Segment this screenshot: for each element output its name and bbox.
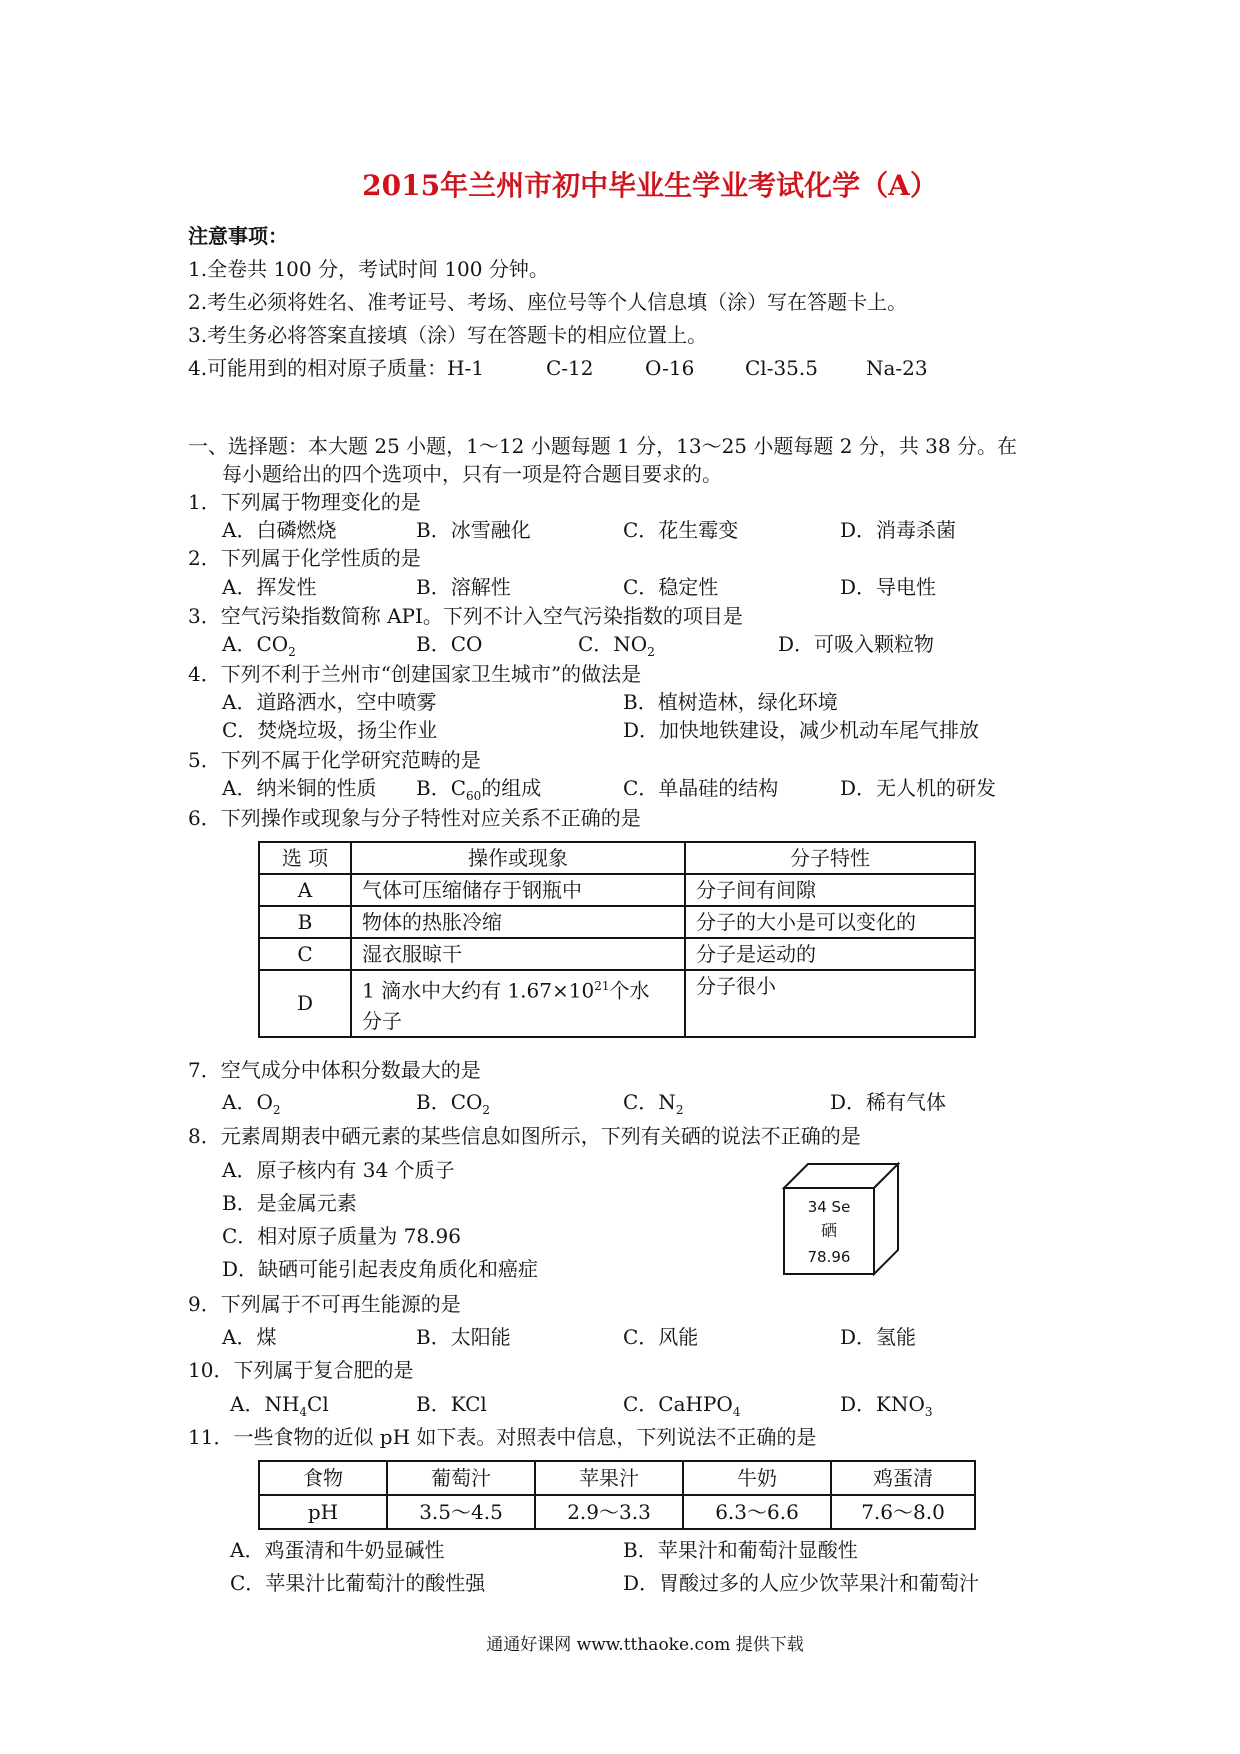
option-d: D．导电性	[840, 575, 937, 599]
table-header: 操作或现象	[351, 842, 685, 874]
option-d: D．无人机的研发	[840, 776, 997, 800]
question-stem: 3．空气污染指数简称 API。下列不计入空气污染指数的项目是	[188, 604, 743, 628]
notice-item: 3.考生务必将答案直接填（涂）写在答题卡的相应位置上。	[188, 323, 708, 347]
table-cell: 7.6～8.0	[831, 1495, 975, 1529]
section-heading: 一、选择题：本大题 25 小题，1～12 小题每题 1 分，13～25 小题每题 2 分，共 38 分。在	[188, 434, 1017, 458]
option-c: C．单晶硅的结构	[623, 776, 779, 800]
table-cell: 2.9～3.3	[535, 1495, 683, 1529]
option-c: C．焚烧垃圾，扬尘作业	[222, 718, 438, 742]
mass-sodium: Na-23	[866, 356, 928, 380]
table-row	[259, 874, 975, 906]
question-options	[0, 1569, 1240, 1597]
question-options	[0, 573, 1240, 601]
option-b: B．太阳能	[416, 1325, 511, 1349]
molecule-table	[258, 841, 976, 1038]
question-stem: 5．下列不属于化学研究范畴的是	[188, 748, 481, 772]
option-b: B．KCl	[416, 1392, 487, 1416]
option-d: D．缺硒可能引起表皮角质化和癌症	[222, 1257, 539, 1281]
option-b: B．是金属元素	[222, 1191, 357, 1215]
question-options	[0, 1390, 1240, 1418]
notice-item: 1.全卷共 100 分，考试时间 100 分钟。	[188, 257, 549, 281]
option-a: A．纳米铜的性质	[222, 776, 377, 800]
table-header: 牛奶	[683, 1461, 831, 1495]
question-options	[0, 774, 1240, 802]
table-cell: C	[259, 938, 351, 970]
table-cell: 分子是运动的	[685, 938, 975, 970]
table-cell: 1 滴水中大约有 $1.67\times 10^{21}$个水 分子	[351, 970, 685, 1037]
option-a: A．挥发性	[222, 575, 317, 599]
table-header: 分子特性	[685, 842, 975, 874]
option-c: C．苹果汁比葡萄汁的酸性强	[230, 1571, 486, 1595]
option-b: B．冰雪融化	[416, 518, 531, 542]
table-header: 葡萄汁	[387, 1461, 535, 1495]
notice-item: 2.考生必须将姓名、准考证号、考场、座位号等个人信息填（涂）写在答题卡上。	[188, 290, 908, 314]
option-b: B．$C_{60}$的组成	[416, 776, 542, 803]
option-a: A．白磷燃烧	[222, 518, 337, 542]
option-b: B．$CO_2$	[416, 1090, 491, 1117]
option-a: A．煤	[222, 1325, 277, 1349]
question-stem: 10．下列属于复合肥的是	[188, 1358, 414, 1382]
question-options	[0, 630, 1240, 658]
notice-item-masses	[0, 354, 1240, 382]
mass-chlorine: Cl-35.5	[745, 356, 818, 380]
section-heading-cont: 每小题给出的四个选项中，只有一项是符合题目要求的。	[222, 462, 722, 486]
question-options	[0, 516, 1240, 544]
page-title: 2015年兰州市初中毕业生学业考试化学（A）	[362, 169, 938, 202]
notice-heading: 注意事项：	[188, 224, 288, 248]
table-header: 食物	[259, 1461, 387, 1495]
option-a: A．$CO_2$	[222, 632, 296, 659]
option-c: C．$N_2$	[623, 1090, 684, 1117]
option-b: B．植树造林，绿化环境	[623, 690, 838, 714]
question-options	[0, 1088, 1240, 1116]
question-stem: 6．下列操作或现象与分子特性对应关系不正确的是	[188, 806, 641, 830]
option-d: D．消毒杀菌	[840, 518, 957, 542]
option-c: C．$NO_2$	[578, 632, 655, 659]
table-cell: D	[259, 970, 351, 1037]
table-cell: 6.3～6.6	[683, 1495, 831, 1529]
mass-oxygen: O-16	[645, 356, 695, 380]
table-row	[259, 1495, 975, 1529]
table-row	[259, 938, 975, 970]
option-d: D．可吸入颗粒物	[778, 632, 935, 656]
table-row	[259, 906, 975, 938]
table-cell: 物体的热胀冷缩	[351, 906, 685, 938]
option-b: B．苹果汁和葡萄汁显酸性	[623, 1538, 858, 1562]
mass-carbon: C-12	[546, 356, 594, 380]
question-stem: 2．下列属于化学性质的是	[188, 546, 421, 570]
element-number-symbol: 34 Se	[807, 1198, 851, 1216]
option-b: B．CO	[416, 632, 483, 656]
table-row	[259, 1461, 975, 1495]
question-options	[0, 1323, 1240, 1351]
table-cell: 分子间有间隙	[685, 874, 975, 906]
question-stem: 9．下列属于不可再生能源的是	[188, 1292, 461, 1316]
table-row	[259, 970, 975, 1037]
table-cell: pH	[259, 1495, 387, 1529]
ph-table	[258, 1460, 976, 1530]
table-cell: 气体可压缩储存于钢瓶中	[351, 874, 685, 906]
table-cell: B	[259, 906, 351, 938]
question-options	[0, 716, 1240, 744]
question-options	[0, 1536, 1240, 1564]
option-d: D．加快地铁建设，减少机动车尾气排放	[623, 718, 980, 742]
option-c: C．稳定性	[623, 575, 719, 599]
option-a: A．道路洒水，空中喷雾	[222, 690, 437, 714]
option-d: D．氢能	[840, 1325, 917, 1349]
element-mass: 78.96	[807, 1248, 851, 1266]
question-stem: 4．下列不利于兰州市“创建国家卫生城市”的做法是	[188, 662, 642, 686]
option-a: A．$O_2$	[222, 1090, 281, 1117]
option-a: A．鸡蛋清和牛奶显碱性	[230, 1538, 445, 1562]
option-d: D．$KNO_3$	[840, 1392, 933, 1419]
option-b: B．溶解性	[416, 575, 511, 599]
option-c: C．CaHPO$_4$	[623, 1392, 741, 1419]
question-stem: 7．空气成分中体积分数最大的是	[188, 1058, 481, 1082]
question-stem: 8．元素周期表中硒元素的某些信息如图所示，下列有关硒的说法不正确的是	[188, 1124, 861, 1148]
selenium-element-cube	[782, 1162, 902, 1276]
table-cell: A	[259, 874, 351, 906]
question-options	[0, 688, 1240, 716]
option-c: C．风能	[623, 1325, 699, 1349]
element-name: 硒	[820, 1221, 838, 1240]
question-stem: 11．一些食物的近似 pH 如下表。对照表中信息，下列说法不正确的是	[188, 1425, 817, 1449]
table-cell: 3.5～4.5	[387, 1495, 535, 1529]
option-c: C．相对原子质量为 78.96	[222, 1224, 461, 1248]
table-header: 苹果汁	[535, 1461, 683, 1495]
option-a: A．原子核内有 34 个质子	[222, 1158, 455, 1182]
notice-item-prefix: 4.可能用到的相对原子质量：H-1	[188, 356, 485, 380]
table-header: 选 项	[259, 842, 351, 874]
footer-credit: 通通好课网 www.tthaoke.com 提供下载	[486, 1635, 804, 1655]
option-d: D．胃酸过多的人应少饮苹果汁和葡萄汁	[623, 1571, 980, 1595]
table-cell: 分子很小	[685, 970, 975, 1037]
table-cell: 分子的大小是可以变化的	[685, 906, 975, 938]
option-a: A．$NH_4Cl$	[230, 1392, 329, 1419]
option-c: C．花生霉变	[623, 518, 739, 542]
question-stem: 1．下列属于物理变化的是	[188, 490, 421, 514]
table-header: 鸡蛋清	[831, 1461, 975, 1495]
option-d: D．稀有气体	[830, 1090, 947, 1114]
table-cell: 湿衣服晾干	[351, 938, 685, 970]
